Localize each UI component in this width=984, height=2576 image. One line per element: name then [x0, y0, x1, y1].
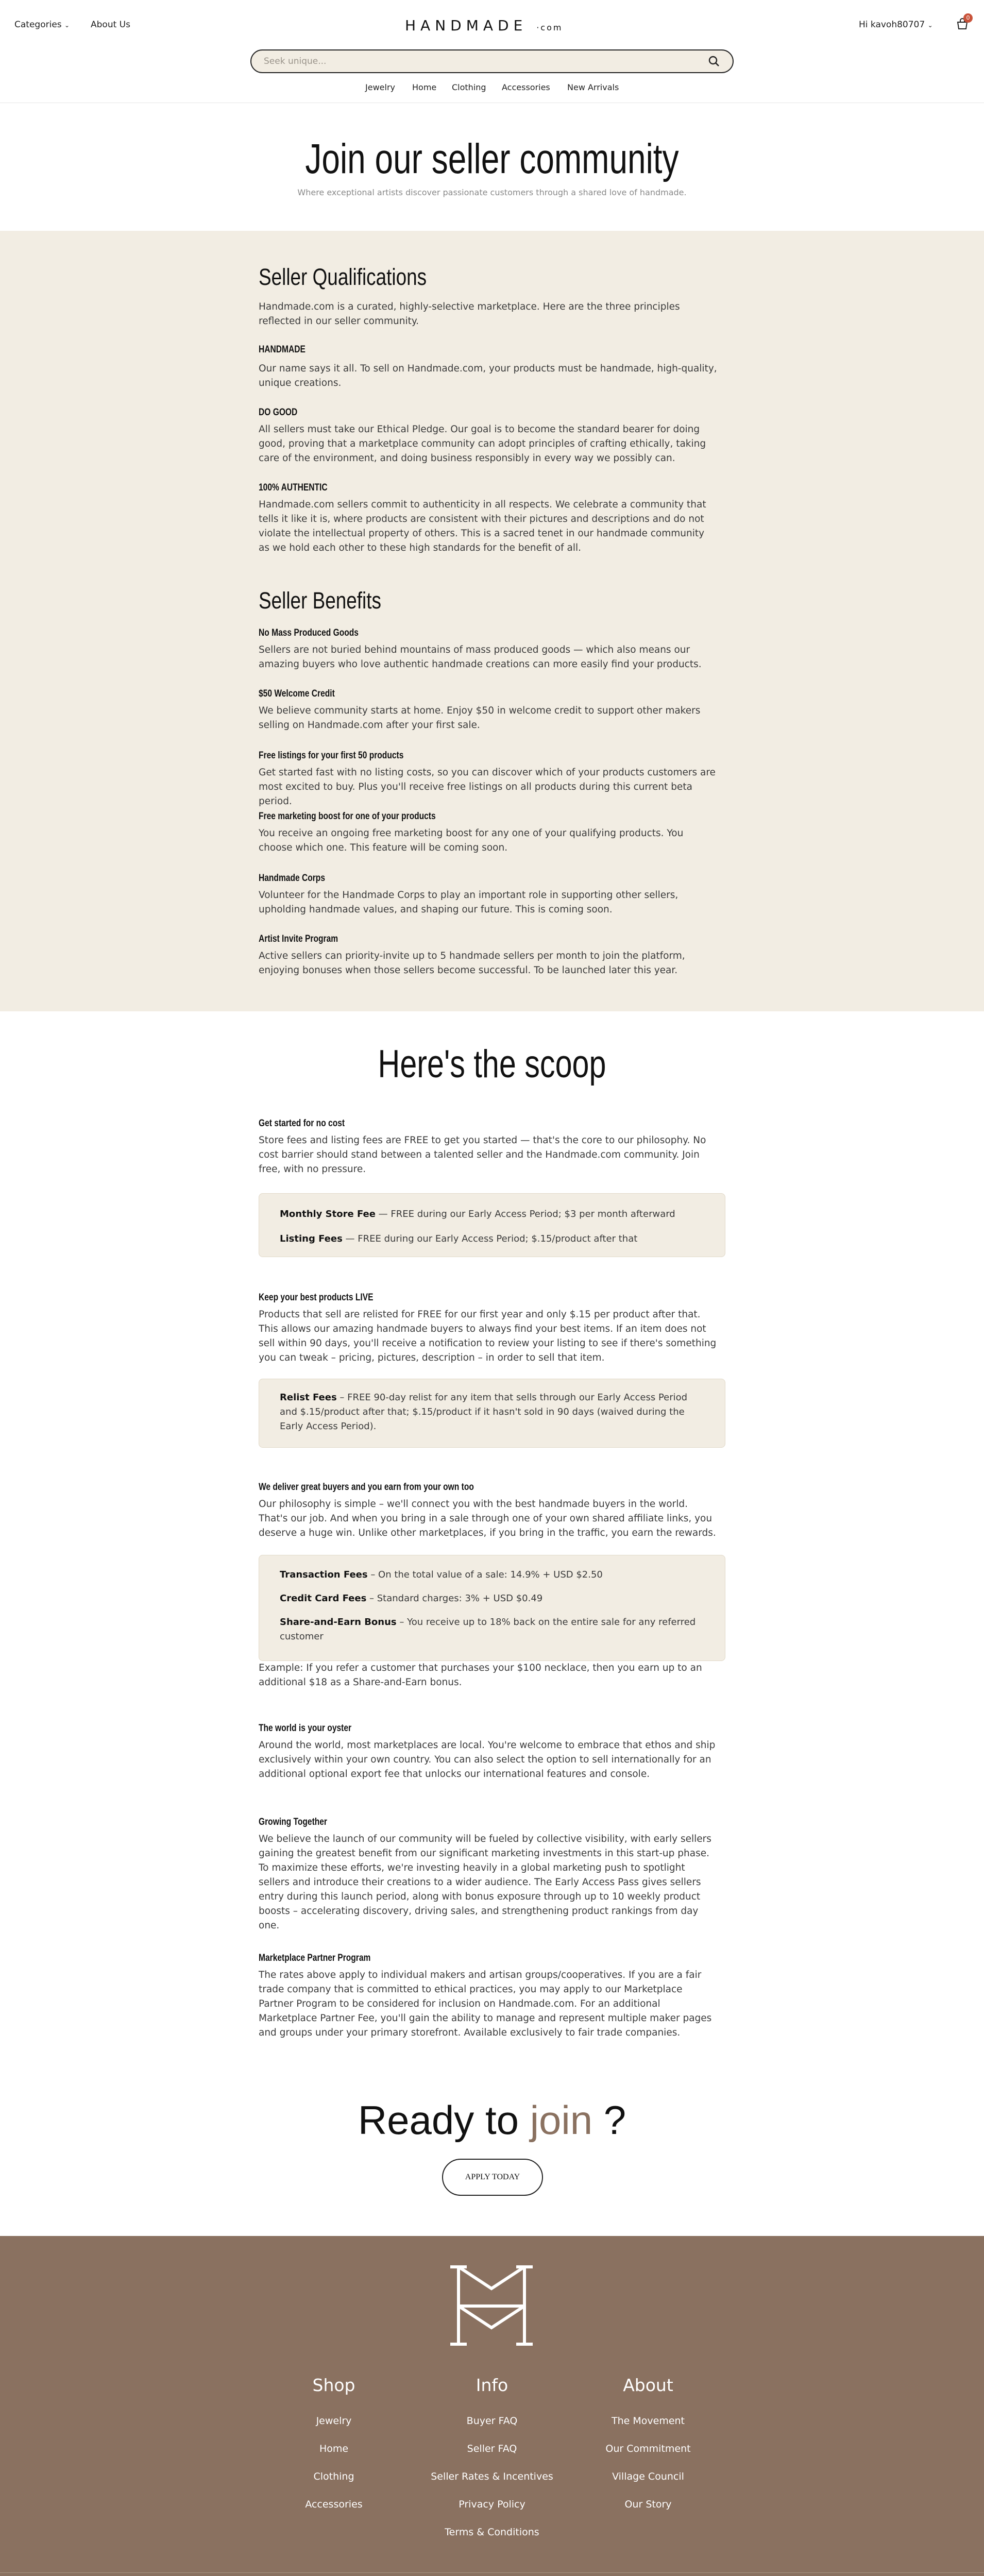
page-subtitle: Where exceptional artists discover passionate customers through a shared love of handmade.	[297, 188, 687, 197]
footer-link[interactable]: Home	[319, 2443, 349, 2454]
scoop-heading: Keep your best products LIVE	[259, 1292, 374, 1303]
search-icon[interactable]	[708, 55, 720, 67]
fee-line: Share-and-Earn Bonus – You receive up to 18% back on the entire sale for any referred customer	[280, 1617, 696, 1642]
scoop-heading: We deliver great buyers and you earn from your own too	[259, 1482, 474, 1493]
qualification-text: All sellers must take our Ethical Pledge. Our goal is to become the standard bearer for doing good, proving that a marketplace community can adopt principles of crafting ethically, taking care of the environment, and doing business responsibly in every way we possibly can.	[259, 424, 706, 464]
footer-link[interactable]: Our Story	[624, 2499, 672, 2510]
qualification-heading: HANDMADE	[259, 344, 306, 355]
benefit-text: We believe community starts at home. Enjoy $50 in welcome credit to support other makers selling on Handmade.com after your first sale.	[259, 705, 701, 731]
subnav-home[interactable]: Home	[412, 82, 437, 92]
categories-menu[interactable]: Categories ⌄	[14, 20, 70, 30]
qualification-text: Our name says it all. To sell on Handmade.com, your products must be handmade, high-quality, unique creations.	[259, 363, 717, 388]
footer-link[interactable]: Our Commitment	[605, 2443, 691, 2454]
ready-heading: Ready to join ?	[358, 2097, 626, 2143]
subnav-new-arrivals[interactable]: New Arrivals	[567, 82, 619, 92]
fee-line: Listing Fees — FREE during our Early Access Period; $.15/product after that	[280, 1233, 638, 1244]
qualification-heading: 100% AUTHENTIC	[259, 482, 328, 493]
footer-link[interactable]: Village Council	[612, 2471, 684, 2482]
fee-line: Credit Card Fees – Standard charges: 3% + USD $0.49	[280, 1593, 543, 1604]
scoop-heading: The world is your oyster	[259, 1723, 352, 1734]
fee-box	[259, 1193, 725, 1257]
footer-divider	[0, 2572, 984, 2573]
footer-link[interactable]: Clothing	[313, 2471, 354, 2482]
page-title: Join our seller community	[305, 135, 679, 182]
scoop-heading: Marketplace Partner Program	[259, 1953, 371, 1963]
benefit-heading: No Mass Produced Goods	[259, 628, 359, 638]
qualification-heading: DO GOOD	[259, 407, 298, 418]
benefit-heading: Handmade Corps	[259, 873, 325, 884]
fee-line: Transaction Fees – On the total value of a sale: 14.9% + USD $2.50	[280, 1569, 603, 1580]
qualification-text: Handmade.com sellers commit to authenticity in all respects. We celebrate a community that tells it like it is, where products are consistent with their pictures and descriptions and do not violate the intellectual property of others. This is a sacred tenet in our handmade community as we hold each other to these high standards for the benefit of all.	[259, 499, 706, 553]
footer-shop-heading: Shop	[312, 2375, 355, 2395]
benefit-text: Get started fast with no listing costs, so you can discover which of your products customers are most excited to buy. Plus you'll receive free listings on all products during this current beta period.	[259, 767, 716, 807]
benefit-heading: Free listings for your first 50 products	[259, 750, 404, 761]
search-bar	[250, 49, 734, 73]
benefit-text: You receive an ongoing free marketing boost for any one of your qualifying products. You choose which one. This feature will be coming soon.	[259, 828, 684, 853]
example-text: Example: If you refer a customer that purchases your $100 necklace, then you earn up to an additional $18 as a Share-and-Earn bonus.	[259, 1663, 702, 1688]
footer-link[interactable]: Terms & Conditions	[445, 2527, 539, 2538]
cart-button[interactable]	[956, 14, 970, 32]
benefit-text: Active sellers can priority-invite up to 5 handmade sellers per month to join the platform, enjoying bonuses when those sellers become successful. To be launched later this year.	[259, 951, 685, 976]
scoop-text: The rates above apply to individual makers and artisan groups/cooperatives. If you are a fair trade company that is committed to ethical practices, you may apply to our Marketplace Partner Program to be considered for inclusion on Handmade.com. For an additional Marketplace Partner Fee, you'll gain the ability to manage and represent multiple maker pages and groups under your primary storefront. Available exclusively to fair trade companies.	[259, 1970, 712, 2038]
benefit-heading: Artist Invite Program	[259, 934, 338, 944]
scoop-text: Around the world, most marketplaces are local. You're welcome to embrace that ethos and ship exclusively within your own country. You can also select the option to sell internationally for an additional optional export fee that unlocks our international features and console.	[259, 1740, 716, 1780]
footer-link[interactable]: Jewelry	[316, 2415, 352, 2427]
scoop-title: Here's the scoop	[378, 1042, 606, 1086]
subnav-accessories[interactable]: Accessories	[502, 82, 550, 92]
fee-box	[259, 1379, 725, 1448]
subnav-clothing[interactable]: Clothing	[452, 82, 486, 92]
chevron-down-icon: ⌄	[64, 22, 70, 29]
scoop-text: Our philosophy is simple – we'll connect you with the best handmade buyers in the world. That's our job. And when you bring in a sale through one of your own shared affiliate links, you deserve a huge win. Unlike other marketplaces, if you bring in the traffic, you earn the rewards.	[259, 1499, 716, 1538]
benefits-title: Seller Benefits	[259, 587, 381, 614]
cart-count-badge: 0	[963, 13, 973, 23]
footer-link[interactable]: Seller FAQ	[467, 2443, 517, 2454]
fee-line: Relist Fees – FREE 90-day relist for any item that sells through our Early Access Period and $.15/product after that; $.15/product if it hasn't sold in 90 days (waived during the Early Access Period).	[280, 1392, 688, 1432]
user-menu[interactable]: Hi kavoh80707 ⌄	[859, 20, 933, 30]
scoop-text: Products that sell are relisted for FREE for our first year and only $.15 per product after that. This allows our amazing handmade buyers to always find your best items. If an item does not sell within 90 days, you'll receive a notification to review your listing to see if there's something you can tweak – pricing, pictures, description – in order to sell that item.	[259, 1309, 717, 1363]
footer-link[interactable]: Buyer FAQ	[466, 2415, 518, 2427]
footer-about-heading: About	[623, 2375, 673, 2395]
scoop-heading: Growing Together	[259, 1817, 328, 1827]
footer-info-heading: Info	[476, 2375, 508, 2395]
scoop-text: Store fees and listing fees are FREE to get you started — that's the core to our philosophy. No cost barrier should stand between a talented seller and the Handmade.com community. Join free, with no pressure.	[259, 1135, 706, 1175]
search-input[interactable]	[264, 56, 708, 66]
site-header	[0, 0, 984, 103]
fee-box	[259, 1555, 725, 1661]
scoop-text: We believe the launch of our community will be fueled by collective visibility, with early sellers gaining the greatest benefit from our significant marketing investments in this start-up phase. To maximize these efforts, we're investing heavily in a global marketing push to spotlight sellers and introduce their creations to a wider audience. The Early Access Pass gives sellers entry during this launch period, along with bonus exposure through up to 10 weekly product boosts – accelerating discovery, driving sales, and strengthening product rankings from day one.	[259, 1834, 711, 1931]
chevron-down-icon: ⌄	[927, 22, 933, 29]
scoop-heading: Get started for no cost	[259, 1118, 345, 1129]
qualifications-intro: Handmade.com is a curated, highly-selective marketplace. Here are the three principles reflected in our seller community.	[259, 301, 680, 327]
about-us-link[interactable]: About Us	[91, 20, 130, 30]
subnav-jewelry[interactable]: Jewelry	[365, 82, 395, 92]
benefit-text: Sellers are not buried behind mountains of mass produced goods — which also means our amazing buyers who love authentic handmade creations can more easily find your products.	[259, 645, 702, 670]
site-logo[interactable]: HANDMADE ·com	[405, 17, 563, 34]
footer-link[interactable]: Accessories	[305, 2499, 363, 2510]
qualifications-title: Seller Qualifications	[259, 264, 427, 290]
footer-link[interactable]: The Movement	[611, 2415, 685, 2427]
footer-link[interactable]: Privacy Policy	[459, 2499, 525, 2510]
benefit-heading: Free marketing boost for one of your products	[259, 811, 436, 822]
apply-today-button[interactable]: APPLY TODAY	[442, 2159, 543, 2196]
footer-logo[interactable]	[448, 2265, 535, 2346]
fee-line: Monthly Store Fee — FREE during our Early Access Period; $3 per month afterward	[280, 1209, 675, 1219]
benefit-text: Volunteer for the Handmade Corps to play an important role in supporting other sellers, upholding handmade values, and shaping our future. This is coming soon.	[259, 890, 678, 915]
benefit-heading: $50 Welcome Credit	[259, 688, 335, 699]
footer-link[interactable]: Seller Rates & Incentives	[431, 2471, 553, 2482]
